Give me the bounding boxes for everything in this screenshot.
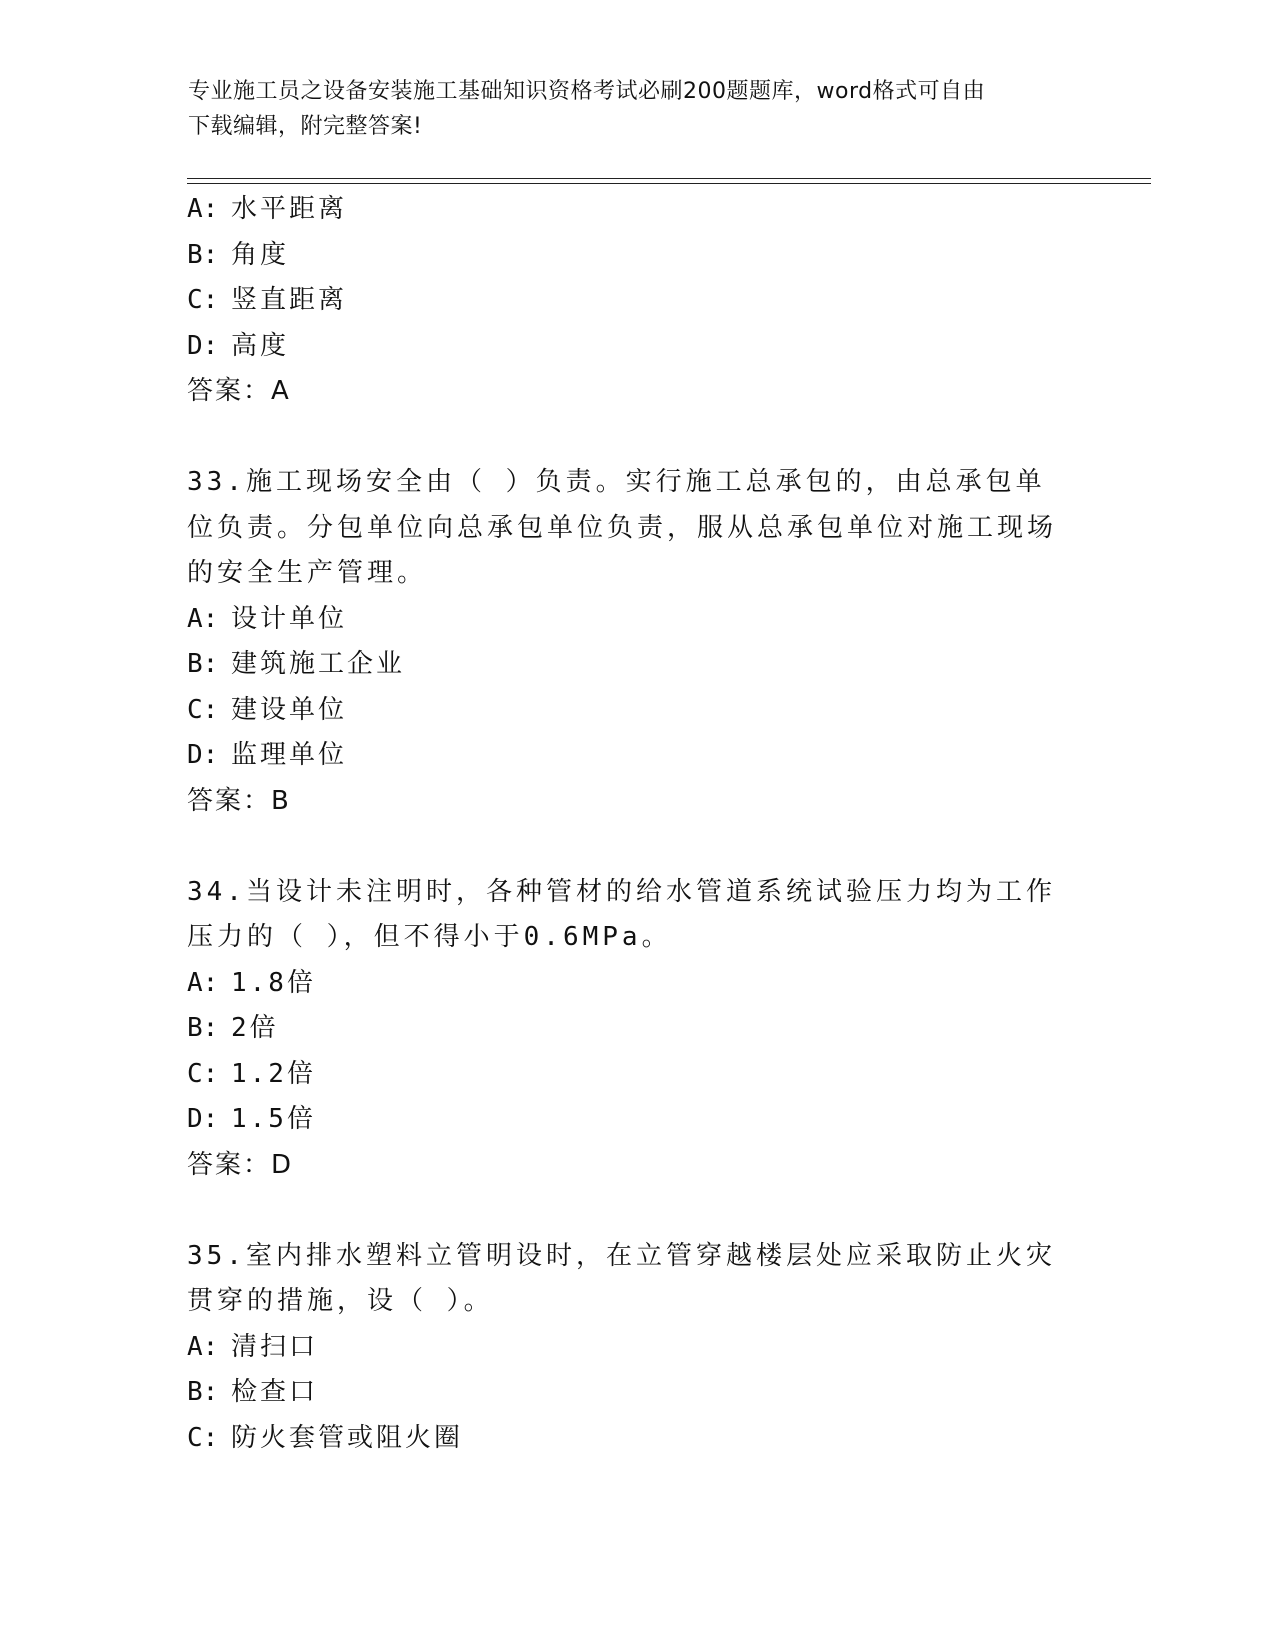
option-a: A: 设计单位: [187, 603, 348, 634]
option-a: A: 水平距离: [187, 194, 348, 224]
answer: 答案：B: [187, 785, 291, 816]
option-c: C: 建设单位: [187, 694, 348, 725]
option-b: B: 建筑施工企业: [187, 649, 406, 679]
document-body: [187, 187, 1087, 1461]
document-header: [188, 74, 1068, 144]
header-divider: [187, 178, 1151, 184]
option-c: C: 1.2倍: [187, 1058, 316, 1089]
header-title-line-2: 下载编辑，附完整答案!: [188, 114, 423, 139]
option-a: A: 1.8倍: [187, 967, 316, 998]
option-d: D: 监理单位: [187, 740, 348, 770]
option-a: A: 清扫口: [187, 1331, 319, 1362]
option-d: D: 高度: [187, 330, 290, 361]
option-b: B: 角度: [187, 239, 290, 270]
option-b: B: 2倍: [187, 1013, 279, 1043]
option-c: C: 防火套管或阻火圈: [187, 1422, 464, 1453]
question-stem: 33.施工现场安全由（ ）负责。实行施工总承包的，由总承包单位负责。分包单位向总承包单位负责，服从总承包单位对施工现场的安全生产管理。: [187, 467, 1058, 588]
option-b: B: 检查口: [187, 1377, 319, 1407]
option-c: C: 竖直距离: [187, 285, 348, 315]
question-stem: 35.室内排水塑料立管明设时，在立管穿越楼层处应采取防止火灾贯穿的措施，设（ ）。: [187, 1240, 1056, 1316]
question-stem: 34.当设计未注明时，各种管材的给水管道系统试验压力均为工作压力的（ ），但不得小于0.6MPa。: [187, 876, 1056, 952]
question-32: [187, 187, 1087, 415]
question-35: [187, 1234, 1087, 1462]
header-title-line-1: 专业施工员之设备安装施工基础知识资格考试必刷200题题库，word格式可自由: [188, 79, 986, 104]
question-34: [187, 870, 1087, 1189]
answer: 答案：A: [187, 376, 291, 406]
question-33: [187, 460, 1087, 824]
option-d: D: 1.5倍: [187, 1104, 316, 1134]
answer: 答案：D: [187, 1149, 294, 1180]
